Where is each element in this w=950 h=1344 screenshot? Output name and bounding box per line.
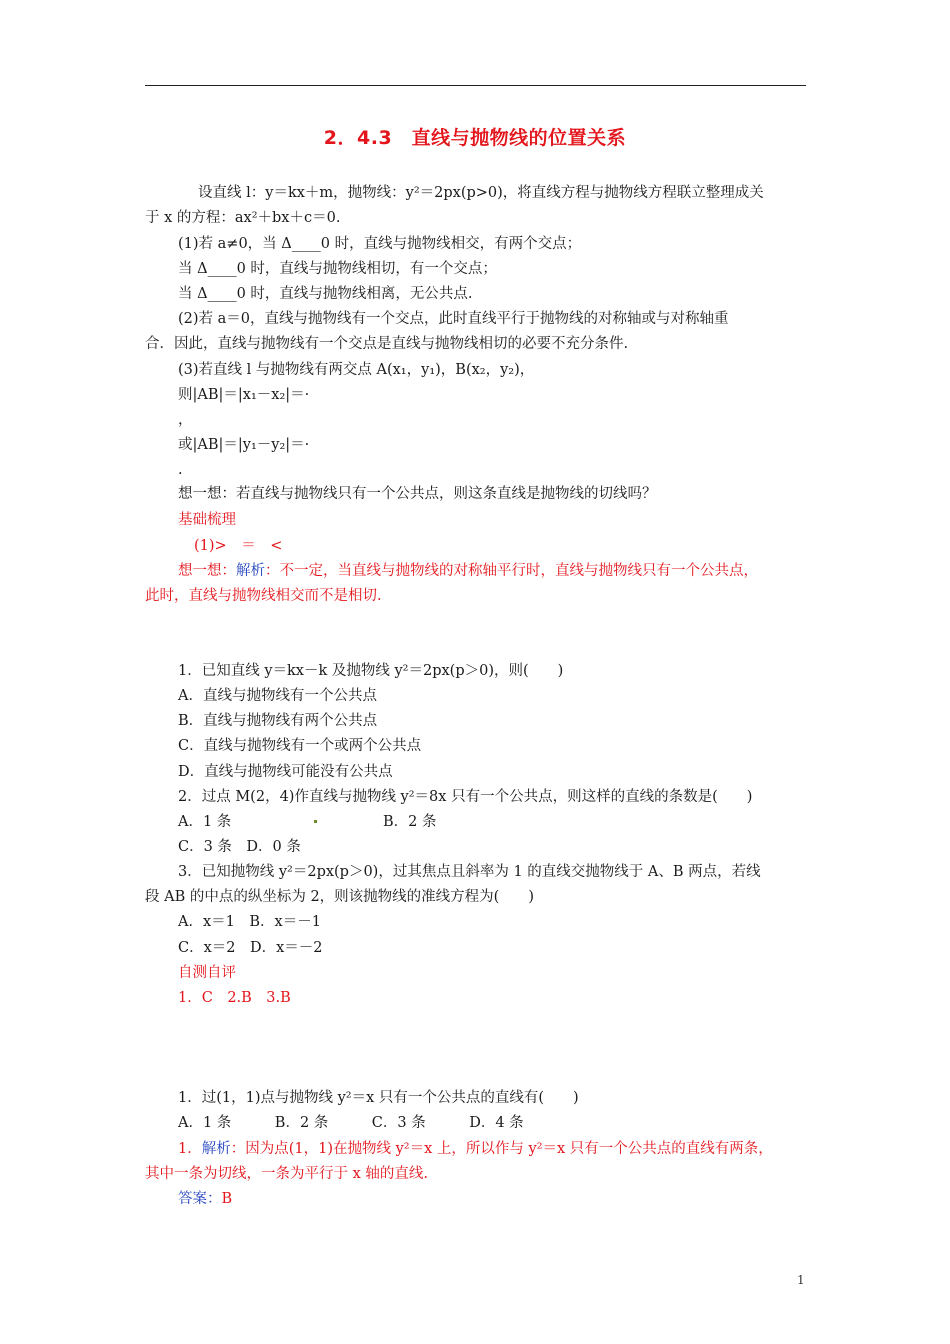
- think-text: ：不一定，当直线与抛物线的对称轴平行时，直线与抛物线只有一个公共点，: [265, 563, 758, 579]
- think-answer: [178, 561, 758, 581]
- self-eval-answers: 1．C 2.B 3.B: [178, 990, 291, 1006]
- self-eval-heading: 自测自评: [178, 965, 236, 981]
- stray-dot: [314, 820, 317, 823]
- option-line: B．直线与抛物线有两个公共点: [178, 713, 378, 729]
- question-line: 3．已知抛物线 y²＝2px(p＞0)，过其焦点且斜率为 1 的直线交抛物线于 A、B 两点，若线: [178, 864, 761, 880]
- page-title: 2．4.3 直线与抛物线的位置关系: [323, 127, 627, 149]
- intro-line: (2)若 a＝0，直线与抛物线有一个交点，此时直线平行于抛物线的对称轴或与对称轴重: [178, 311, 729, 327]
- question-line: 段 AB 的中点的纵坐标为 2，则该抛物线的准线方程为( ): [145, 889, 534, 905]
- intro-line: 或|AB|＝|y₁－y₂|＝·: [178, 437, 310, 453]
- question-line: 1．已知直线 y＝kx－k 及抛物线 y²＝2px(p＞0)，则( ): [178, 663, 564, 679]
- intro-line: 于 x 的方程：ax²＋bx＋c＝0.: [145, 210, 341, 226]
- example-solution: [178, 1139, 773, 1159]
- intro-line: (3)若直线 l 与抛物线有两交点 A(x₁，y₁)，B(x₂，y₂)，: [178, 362, 535, 378]
- answer-label: 答案：: [178, 1191, 222, 1207]
- option-line: C．x＝2 D．x＝－2: [178, 940, 323, 956]
- question-line: 2．过点 M(2，4)作直线与抛物线 y²＝8x 只有一个公共点，则这样的直线的条数是( ): [178, 789, 753, 805]
- intro-line: 合．因此，直线与抛物线有一个交点是直线与抛物线相切的必要不充分条件.: [145, 336, 629, 352]
- intro-line: ，: [178, 412, 193, 428]
- intro-line: 则|AB|＝|x₁－x₂|＝·: [178, 387, 310, 403]
- intro-line: 当 Δ____0 时，直线与抛物线相切，有一个交点；: [178, 261, 497, 277]
- example-solution-cont: 其中一条为切线，一条为平行于 x 轴的直线.: [145, 1166, 429, 1182]
- intro-line: .: [178, 462, 183, 478]
- solution-label: 解析: [201, 1141, 231, 1157]
- intro-line: (1)若 a≠0，当 Δ____0 时，直线与抛物线相交，有两个交点；: [178, 236, 582, 252]
- analysis-label: 解析: [236, 563, 265, 579]
- option-line: A．直线与抛物线有一个公共点: [178, 688, 377, 704]
- example-question: 1．过(1，1)点与抛物线 y²＝x 只有一个公共点的直线有( ): [178, 1090, 579, 1106]
- solution-text: ：因为点(1，1)在抛物线 y²＝x 上，所以作与 y²＝x 只有一个公共点的直线有两条，: [230, 1141, 773, 1157]
- option-line: C．直线与抛物线有一个或两个公共点: [178, 738, 422, 754]
- option-line: B．2 条: [383, 814, 437, 830]
- example-answer: [178, 1189, 232, 1209]
- option-line: C．3 条 D．0 条: [178, 839, 301, 855]
- intro-line: 设直线 l：y＝kx＋m，抛物线：y²＝2px(p>0)，将直线方程与抛物线方程联立整理成关: [198, 185, 764, 201]
- example-options: A．1 条 B．2 条 C．3 条 D．4 条: [178, 1115, 524, 1131]
- think-answer-cont: 此时，直线与抛物线相交而不是相切.: [145, 588, 382, 604]
- option-line: A．x＝1 B．x＝－1: [178, 914, 321, 930]
- basics-heading: 基础梳理: [178, 512, 236, 528]
- top-rule: [145, 85, 806, 86]
- think-prefix: 想一想：: [178, 563, 236, 579]
- solution-prefix: 1．: [178, 1141, 202, 1157]
- intro-line: 想一想：若直线与抛物线只有一个公共点，则这条直线是抛物线的切线吗？: [178, 486, 657, 502]
- page-number: 1: [797, 1273, 805, 1287]
- answer-value: B: [221, 1191, 233, 1207]
- intro-line: 当 Δ____0 时，直线与抛物线相离，无公共点.: [178, 286, 473, 302]
- basics-answer: (1)> ＝ <: [194, 538, 283, 554]
- option-line: D．直线与抛物线可能没有公共点: [178, 764, 393, 780]
- option-line: A．1 条: [178, 814, 232, 830]
